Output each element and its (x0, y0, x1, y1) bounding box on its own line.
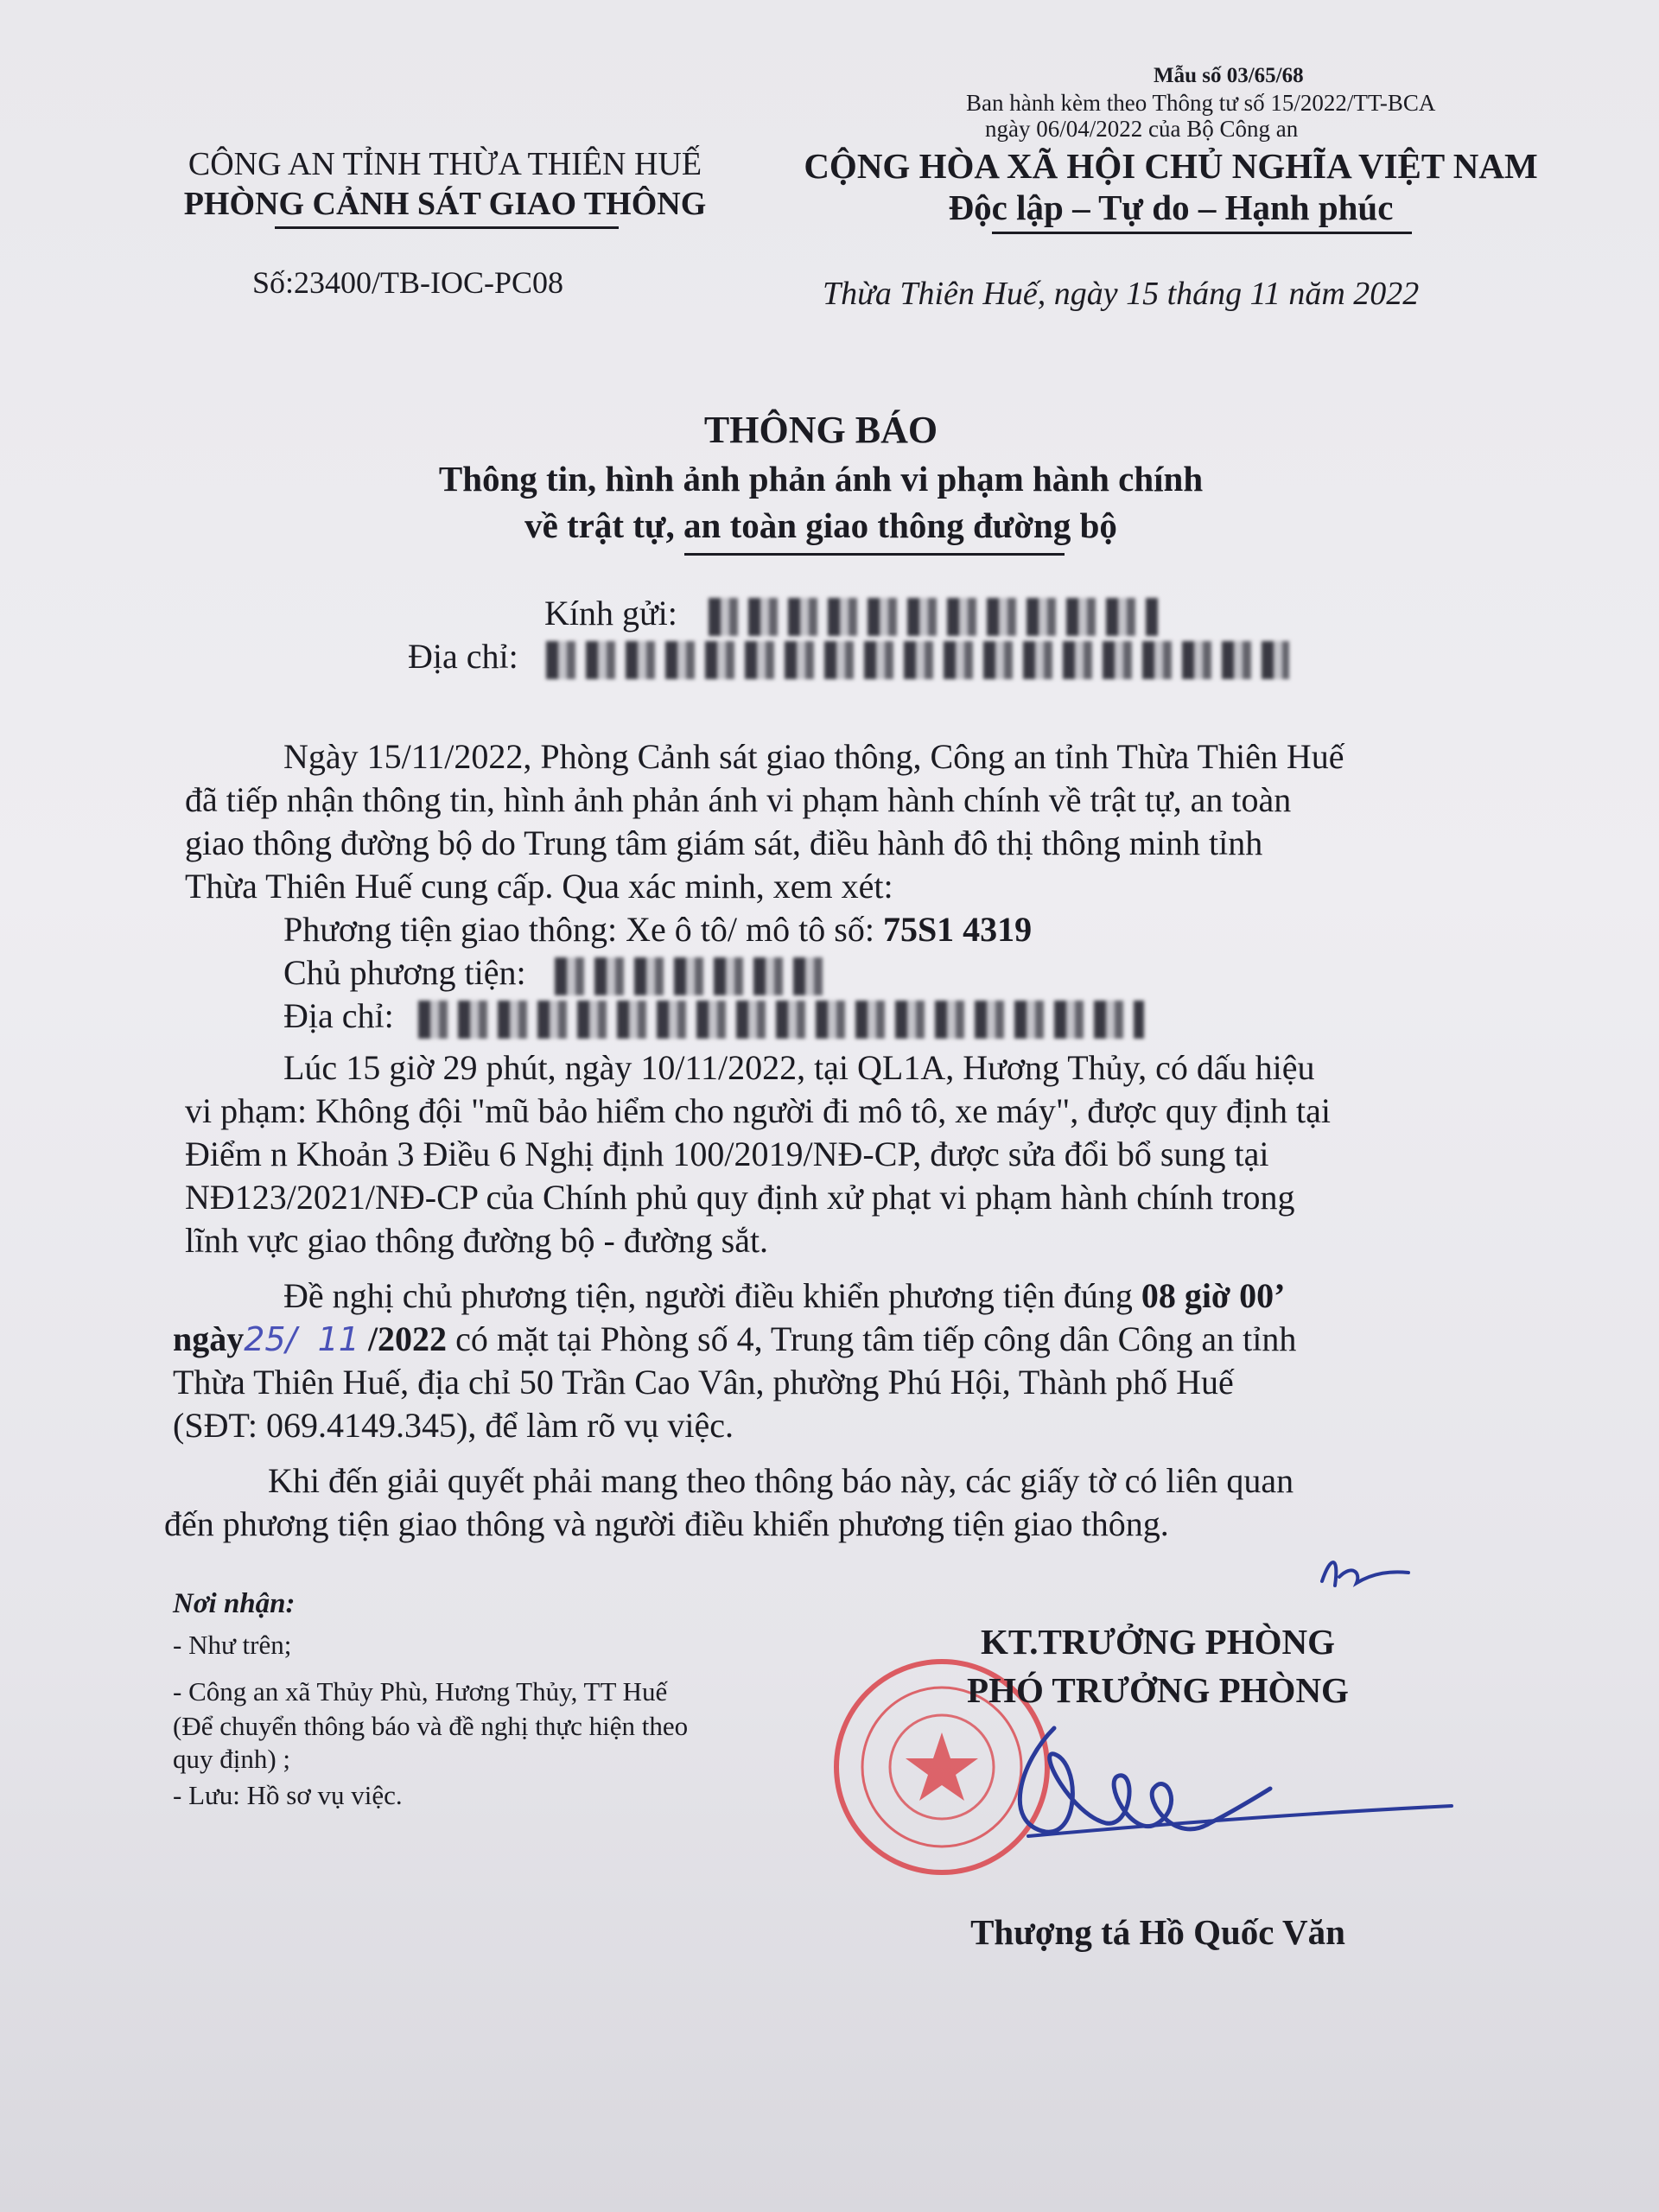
redacted-recipient-address (546, 641, 1289, 679)
paragraph-4-line-1: Khi đến giải quyết phải mang theo thông báo này, các giấy tờ có liên quan (268, 1461, 1294, 1500)
paragraph-3-line-4: (SĐT: 069.4149.345), để làm rõ vụ việc. (173, 1406, 734, 1445)
handwritten-signature (950, 1694, 1469, 1884)
recipient-address-label: Địa chỉ: (408, 637, 518, 676)
receiver-2: - Công an xã Thủy Phù, Hương Thủy, TT Huế (173, 1676, 668, 1707)
handwritten-initials (1313, 1547, 1417, 1599)
handwritten-month: 11 (317, 1320, 359, 1358)
form-issued: Ban hành kèm theo Thông tư số 15/2022/TT-BCA (966, 90, 1436, 116)
receiver-2-note: (Để chuyển thông báo và đề nghị thực hiện theo (173, 1711, 689, 1741)
redacted-owner-name (555, 957, 823, 995)
signature-role-2: PHÓ TRƯỞNG PHÒNG (967, 1670, 1349, 1710)
paragraph-1-line-4: Thừa Thiên Huế cung cấp. Qua xác minh, xem xét: (185, 867, 893, 906)
paragraph-3-line-1 (283, 1275, 1285, 1316)
paragraph-1-line-2: đã tiếp nhận thông tin, hình ảnh phản ánh vi phạm hành chính về trật tự, an toàn (185, 780, 1292, 819)
agency-name: PHÒNG CẢNH SÁT GIAO THÔNG (183, 186, 707, 222)
paragraph-4-line-2: đến phương tiện giao thông và người điều khiển phương tiện giao thông. (164, 1504, 1169, 1543)
title-underline (684, 553, 1065, 556)
document-subtitle-2: về trật tự, an toàn giao thông đường bộ (524, 505, 1117, 545)
paragraph-2-line-2: vi phạm: Không đội "mũ bảo hiểm cho người đi mô tô, xe máy", được quy định tại (185, 1091, 1331, 1130)
agency-underline (275, 226, 619, 229)
nation-motto: Độc lập – Tự do – Hạnh phúc (948, 188, 1394, 227)
paragraph-3-line-3: Thừa Thiên Huế, địa chỉ 50 Trần Cao Vân, phường Phú Hội, Thành phố Huế (173, 1363, 1234, 1402)
paragraph-2-line-1: Lúc 15 giờ 29 phút, ngày 10/11/2022, tại QL1A, Hương Thủy, có dấu hiệu (283, 1048, 1315, 1087)
vehicle-label: Phương tiện giao thông: Xe ô tô/ mô tô số: (283, 910, 874, 949)
redacted-recipient-name (709, 598, 1158, 636)
document-title: THÔNG BÁO (703, 409, 938, 451)
receiver-archive: - Lưu: Hồ sơ vụ việc. (173, 1780, 403, 1810)
paragraph-1-line-1: Ngày 15/11/2022, Phòng Cảnh sát giao thông, Công an tỉnh Thừa Thiên Huế (283, 737, 1344, 776)
appointment-year: /2022 (367, 1319, 448, 1358)
paragraph-3-line-2: ngày25/ 11 /2022 có mặt tại Phòng số 4, Trung tâm tiếp công dân Công an tỉnh (173, 1319, 1297, 1358)
agency-parent: CÔNG AN TỈNH THỪA THIÊN HUẾ (188, 146, 702, 182)
handwritten-day: 25 (244, 1320, 286, 1358)
appointment-time: 08 giờ 00’ (1141, 1276, 1286, 1315)
paragraph-1-line-3: giao thông đường bộ do Trung tâm giám sát, điều hành đô thị thông minh tỉnh (185, 823, 1263, 862)
vehicle-line (283, 909, 1032, 950)
document-subtitle-1: Thông tin, hình ảnh phản ánh vi phạm hành chính (438, 459, 1204, 499)
owner-label: Chủ phương tiện: (283, 953, 526, 992)
paragraph-2-line-4: NĐ123/2021/NĐ-CP của Chính phủ quy định xử phạt vi phạm hành chính trong (185, 1178, 1295, 1217)
receiver-2-note-end: quy định) ; (173, 1744, 291, 1774)
owner-address-label: Địa chỉ: (283, 996, 394, 1035)
paragraph-3-location: có mặt tại Phòng số 4, Trung tâm tiếp công dân Công an tỉnh (455, 1319, 1297, 1358)
paragraph-2-line-5: lĩnh vực giao thông đường bộ - đường sắt. (185, 1221, 769, 1260)
vehicle-plate: 75S1 4319 (882, 910, 1033, 949)
recipient-label: Kính gửi: (544, 594, 677, 632)
form-issued-date: ngày 06/04/2022 của Bộ Công an (985, 116, 1299, 142)
document-number: Số:23400/TB-IOC-PC08 (252, 265, 564, 300)
signer-name: Thượng tá Hồ Quốc Văn (970, 1912, 1345, 1952)
appointment-day-label: ngày (173, 1319, 245, 1358)
paragraph-2-line-3: Điểm n Khoản 3 Điều 6 Nghị định 100/2019/NĐ-CP, được sửa đổi bổ sung tại (185, 1135, 1269, 1173)
receiver-1: - Như trên; (173, 1630, 292, 1660)
signature-role-1: KT.TRƯỞNG PHÒNG (981, 1622, 1335, 1662)
nation-title: CỘNG HÒA XÃ HỘI CHỦ NGHĨA VIỆT NAM (804, 146, 1538, 186)
form-code: Mẫu số 03/65/68 (1154, 64, 1304, 87)
place-date: Thừa Thiên Huế, ngày 15 tháng 11 năm 2022 (823, 276, 1420, 312)
paragraph-3-request: Đề nghị chủ phương tiện, người điều khiển phương tiện đúng (283, 1276, 1133, 1315)
receivers-title: Nơi nhận: (173, 1588, 296, 1619)
motto-underline (992, 232, 1412, 234)
redacted-owner-address (418, 1001, 1144, 1039)
